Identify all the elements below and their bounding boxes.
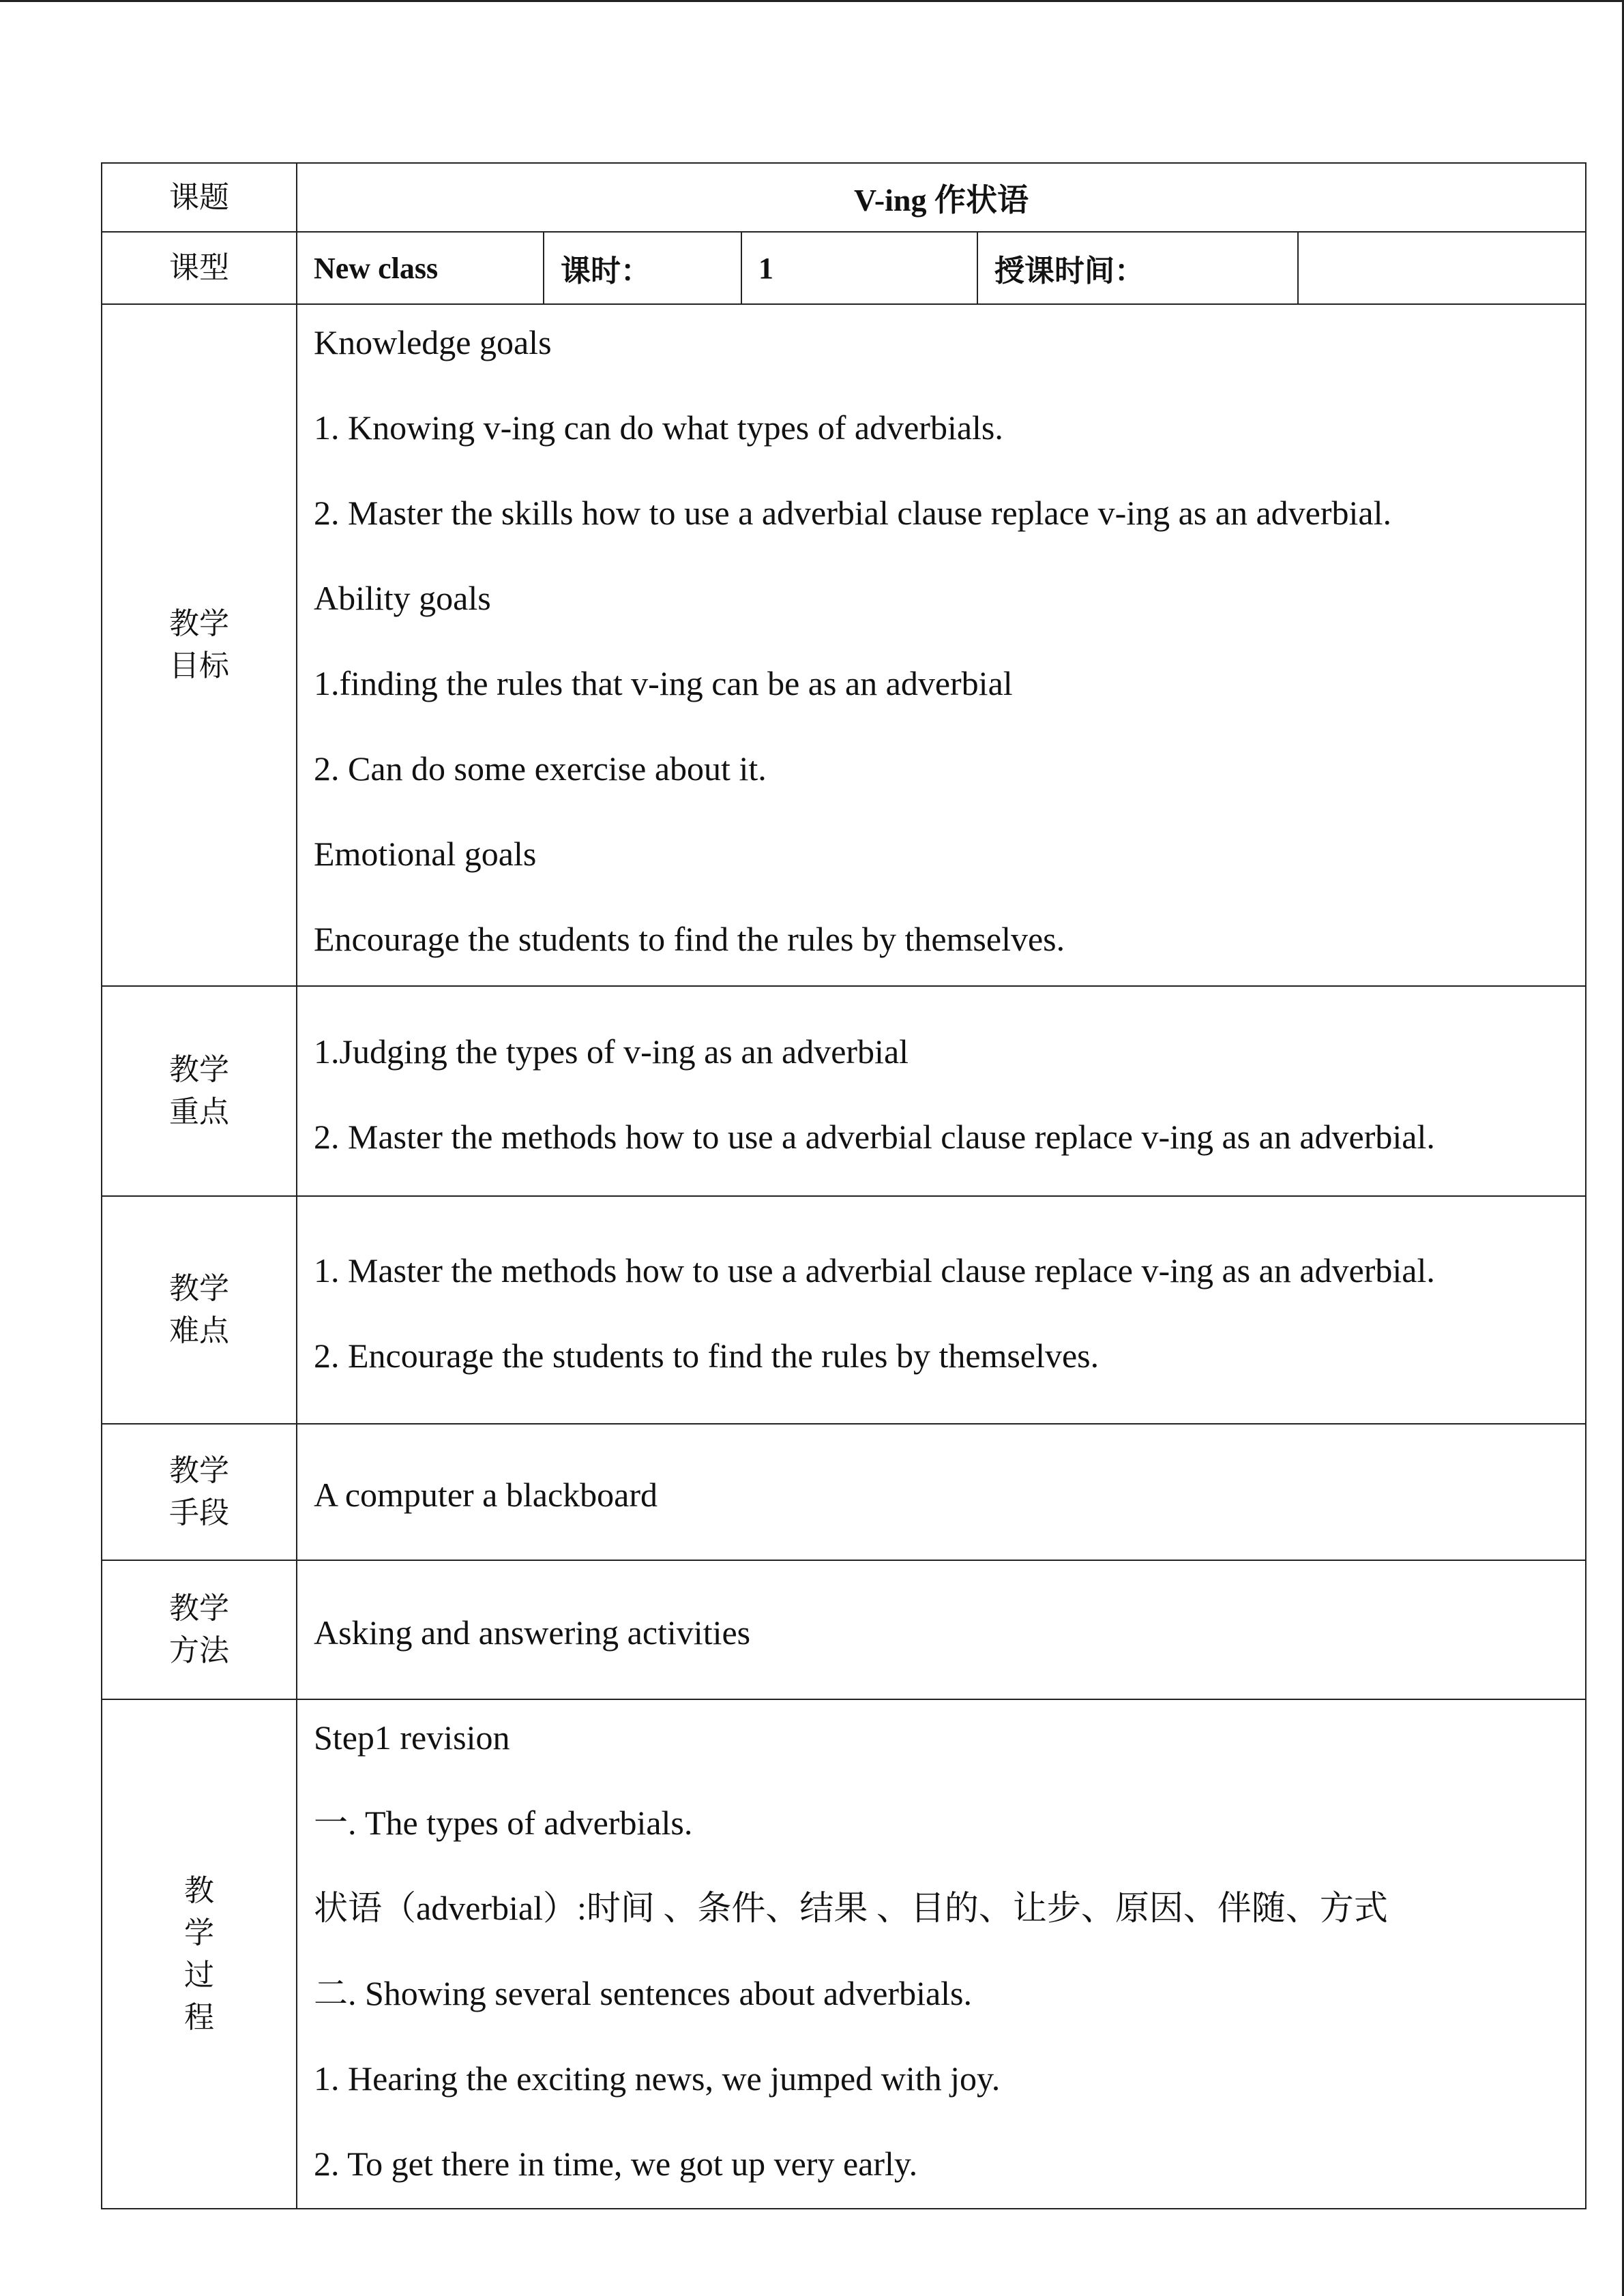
methods-label: 教学 方法: [102, 1560, 297, 1699]
difficulties-row: [102, 1196, 1586, 1424]
objectives-line: Knowledge goals: [314, 323, 552, 361]
objectives-line: Emotional goals: [314, 835, 537, 873]
process-line: 2. To get there in time, we got up very early.: [314, 2145, 918, 2183]
topic-value: V-ing 作状语: [297, 163, 1586, 232]
key-points-content: [297, 986, 1586, 1196]
process-line: 一. The types of adverbials.: [314, 1804, 693, 1842]
type-value: New class: [297, 232, 544, 304]
process-line: 状语（adverbial）:时间 、条件、结果 、目的、让步、原因、伴随、方式: [314, 1889, 1388, 1927]
lesson-plan-table: [101, 162, 1586, 2209]
period-label: 课时：: [544, 232, 741, 304]
means-row: [102, 1424, 1586, 1560]
means-text: A computer a blackboard: [314, 1476, 658, 1514]
process-row: [102, 1699, 1586, 2209]
objectives-label: 教学 目标: [102, 304, 297, 986]
objectives-line: 2. Can do some exercise about it.: [314, 749, 767, 788]
process-content: [297, 1699, 1586, 2209]
objectives-line: Ability goals: [314, 579, 491, 617]
date-label: 授课时间：: [977, 232, 1298, 304]
difficulties-label: 教学 难点: [102, 1196, 297, 1424]
methods-row: [102, 1560, 1586, 1699]
type-label: 课型: [102, 232, 297, 304]
objectives-row: [102, 304, 1586, 986]
process-label: 教 学 过 程: [102, 1699, 297, 2209]
objectives-line: Encourage the students to find the rules by themselves.: [314, 920, 1065, 958]
key-points-row: [102, 986, 1586, 1196]
process-line: 1. Hearing the exciting news, we jumped with joy.: [314, 2059, 1001, 2098]
objectives-content: [297, 304, 1586, 986]
objectives-line: 1.finding the rules that v-ing can be as an adverbial: [314, 664, 1013, 702]
key-points-label: 教学 重点: [102, 986, 297, 1196]
process-line: 二. Showing several sentences about adverbials.: [314, 1974, 973, 2012]
objectives-line: 2. Master the skills how to use a adverbial clause replace v-ing as an adverbial.: [314, 494, 1392, 532]
difficulties-line: 2. Encourage the students to find the rules by themselves.: [314, 1336, 1099, 1375]
page-border-top: [0, 0, 1624, 2]
methods-content: [297, 1560, 1586, 1699]
means-content: [297, 1424, 1586, 1560]
key-points-line: 1.Judging the types of v-ing as an adverbial: [314, 1032, 909, 1071]
date-value: [1298, 232, 1586, 304]
objectives-line: 1. Knowing v-ing can do what types of adverbials.: [314, 408, 1003, 447]
difficulties-line: 1. Master the methods how to use a adverbial clause replace v-ing as an adverbial.: [314, 1251, 1435, 1289]
topic-label: 课题: [102, 163, 297, 232]
period-value: 1: [741, 232, 977, 304]
key-points-line: 2. Master the methods how to use a adverbial clause replace v-ing as an adverbial.: [314, 1117, 1435, 1156]
methods-text: Asking and answering activities: [314, 1613, 751, 1652]
process-line: Step1 revision: [314, 1718, 510, 1757]
class-type-row: [102, 232, 1586, 304]
means-label: 教学 手段: [102, 1424, 297, 1560]
topic-row: [102, 163, 1586, 232]
difficulties-content: [297, 1196, 1586, 1424]
